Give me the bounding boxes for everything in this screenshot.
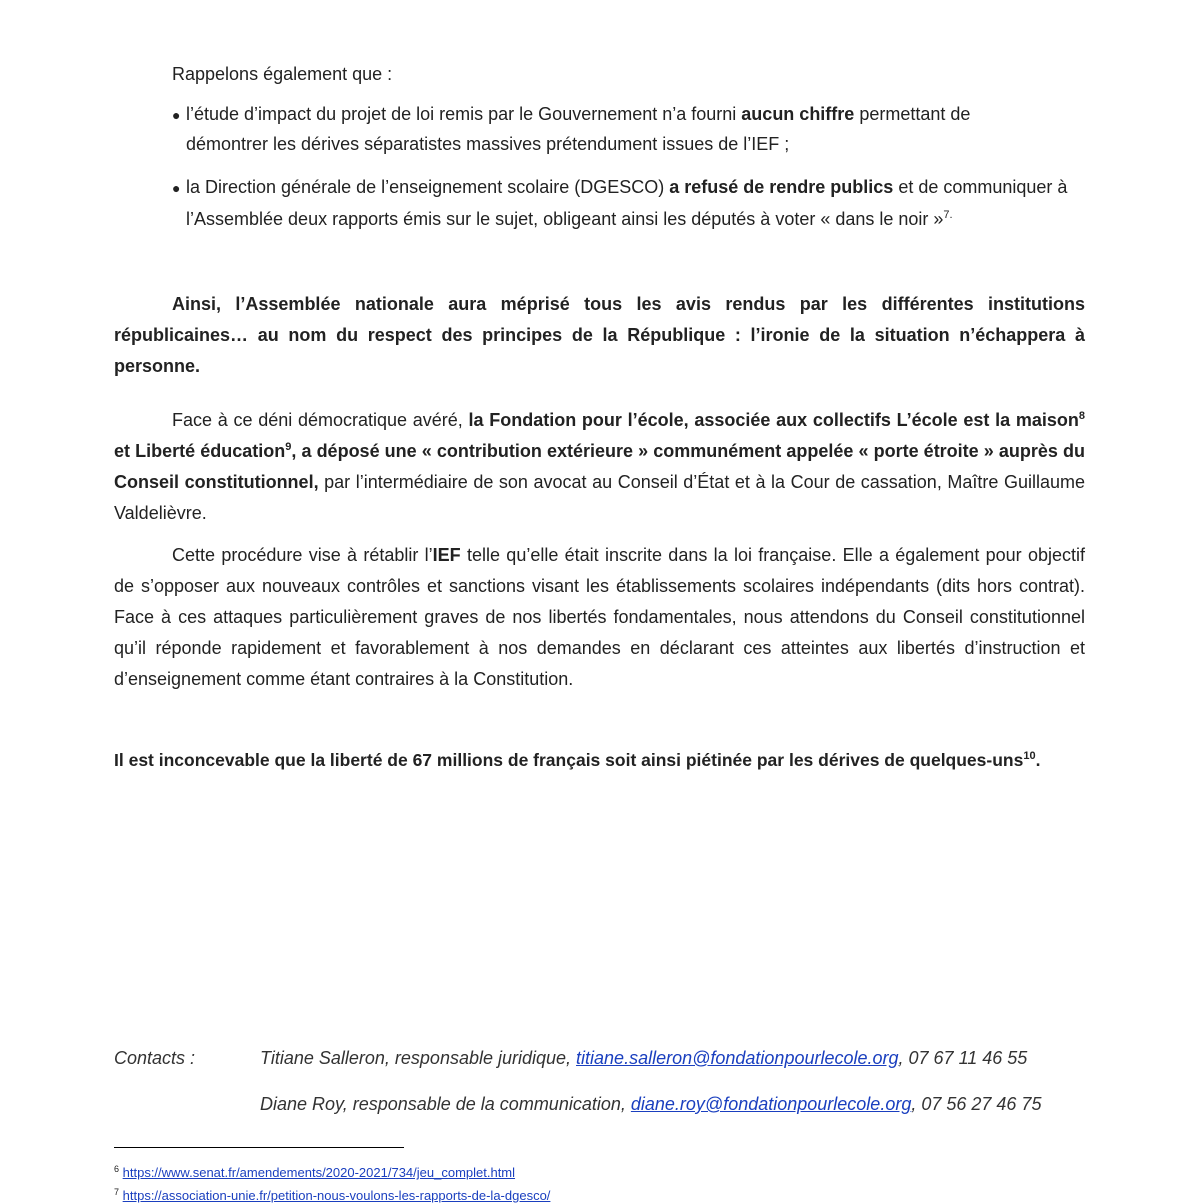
paragraph-text: par l’intermédiaire de son avocat au Conseil d’État et à la Cour de cassation, Maître Guillaume Valdelièvre.: [114, 472, 1085, 523]
bullet-text: permettant de: [854, 104, 971, 124]
contact-email-link[interactable]: diane.roy@fondationpourlecole.org: [630, 1094, 912, 1114]
bullet-emphasis: aucun chiffre: [741, 104, 855, 124]
body-paragraph: [114, 405, 1085, 529]
contact-row: [260, 1048, 1027, 1069]
footnote: [114, 1165, 515, 1180]
footnote-link[interactable]: https://association-unie.fr/petition-nous-voulons-les-rapports-de-la-dgesco/: [122, 1188, 551, 1203]
bullet-item: [172, 171, 1085, 204]
bullet-text: l’Assemblée deux rapports émis sur le sujet, obligeant ainsi les députés à voter « dans le noir »: [186, 209, 944, 229]
bullet-continuation: [172, 128, 1085, 160]
footnote-number: 7: [114, 1187, 120, 1197]
bullet-text: l’étude d’impact du projet de loi remis par le Gouvernement n’a fourni: [186, 104, 742, 124]
body-paragraph: [114, 540, 1085, 695]
closing-statement: [114, 745, 1085, 776]
paragraph-text: Face à ce déni démocratique avéré,: [172, 410, 469, 430]
footnote-link[interactable]: https://www.senat.fr/amendements/2020-2021/734/jeu_complet.html: [122, 1165, 516, 1180]
bullet-marker: ●: [172, 180, 181, 196]
paragraph-emphasis: et Liberté éducation: [114, 441, 286, 461]
contact-name: Titiane Salleron, responsable juridique,: [260, 1048, 577, 1068]
paragraph-text: telle qu’elle était inscrite dans la loi française. Elle a également pour objectif de s’opposer aux nouveaux contrôles et sanctions visant les établissements scolaires indépendants (dits hors contrat). Face à ces attaques particulièrement graves de nos libertés fondamentales, nous attendons du Conseil constitutionnel qu’il réponde rapidement et favorablement à nos demandes en déclarant ces atteintes aux libertés d’instruction et d’enseignement comme étant contraires à la Constitution.: [114, 545, 1085, 689]
bullet-text: et de communiquer à: [893, 177, 1068, 197]
contacts-label: Contacts :: [114, 1048, 196, 1068]
paragraph-emphasis: , a déposé une « contribution extérieure » communément appelée « porte étroite » auprès du Conseil constitutionnel,: [114, 441, 1086, 492]
footnote-number: 6: [114, 1164, 120, 1174]
footnote-ref: 7.: [943, 209, 953, 221]
bullet-text: la Direction générale de l’enseignement scolaire (DGESCO): [186, 177, 670, 197]
contact-phone: , 07 67 11 46 55: [898, 1048, 1028, 1068]
contact-phone: , 07 56 27 46 75: [911, 1094, 1042, 1114]
footnote-ref: 8: [1078, 410, 1085, 422]
footnote-separator: [114, 1147, 404, 1148]
conclusion-paragraph: Ainsi, l’Assemblée nationale aura méprisé tous les avis rendus par les différentes institutions républicaines… au nom du respect des principes de la République : l’ironie de la situation n’échappera à personne.: [114, 294, 1085, 376]
contact-row: [260, 1094, 1041, 1115]
contact-name: Diane Roy, responsable de la communication,: [260, 1094, 631, 1114]
intro-line: Rappelons également que :: [172, 64, 393, 84]
paragraph-text: Cette procédure vise à rétablir l’: [172, 545, 433, 565]
paragraph-emphasis: la Fondation pour l’école, associée aux collectifs L’école est la maison: [468, 410, 1079, 430]
bullet-emphasis: a refusé de rendre publics: [669, 177, 894, 197]
bullet-item: [172, 98, 1085, 131]
closing-period: .: [1035, 750, 1041, 770]
footnote-ref: 9: [285, 441, 292, 453]
bullet-continuation: [172, 203, 1085, 235]
footnote: [114, 1188, 550, 1203]
bullet-text: démontrer les dérives séparatistes massives prétendument issues de l’IEF ;: [186, 134, 790, 154]
footnote-ref: 10: [1023, 750, 1036, 762]
paragraph-emphasis: IEF: [432, 545, 461, 565]
contact-email-link[interactable]: titiane.salleron@fondationpourlecole.org: [576, 1048, 899, 1068]
closing-text: Il est inconcevable que la liberté de 67 millions de français soit ainsi piétinée par les dérives de quelques-uns: [114, 750, 1024, 770]
bullet-marker: ●: [172, 107, 181, 123]
